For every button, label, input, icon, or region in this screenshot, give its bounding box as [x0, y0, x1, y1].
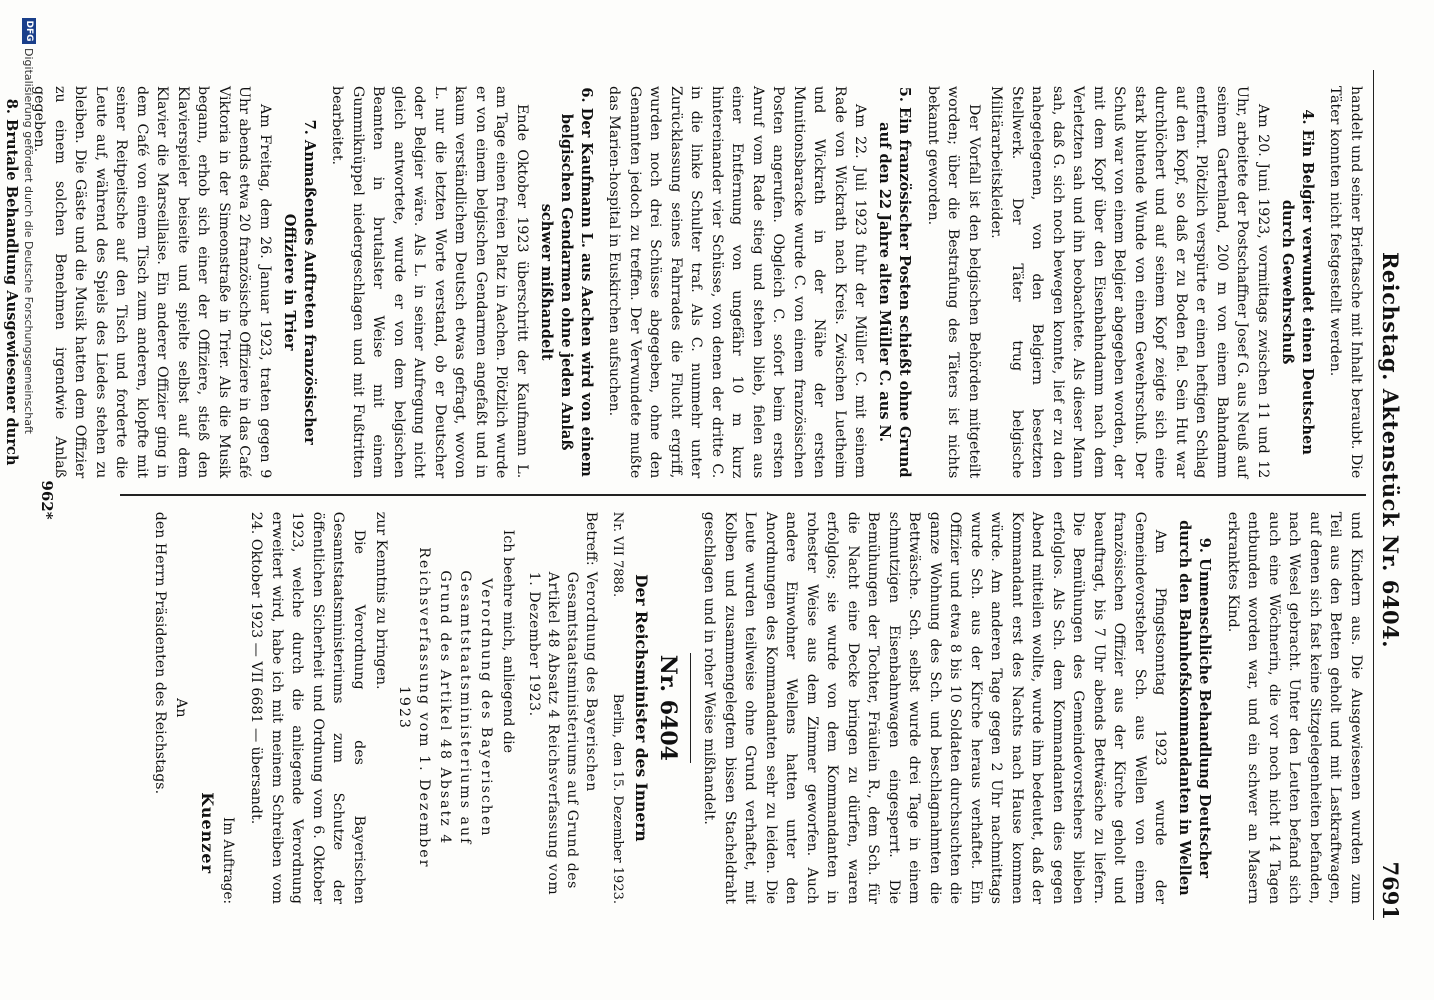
page-number: 7691: [1378, 861, 1403, 920]
enclosure-title: Verordnung des Bayerischen Gesamtstaatsministeriums auf Grund des Artikel 48 Absatz 4 Reichsverfassung vom 1. Dezember 1923: [395, 547, 494, 869]
paragraph: Ich beehre mich, anliegend die: [500, 529, 517, 754]
paragraph: Am 22. Juli 1923 fuhr der Müller C. mit seinem Rade von Wickrath nach Kreis. Zwischen Luetheim und Wickrath in der Nähe der ersten Munitionsbaracke wurde C. von einem französischen Posten angerufen. Obgleich C. sofort beim ersten Anruf vom Rade stieg und stehen blieb, fielen aus einer Entfernung von ungefähr 10 m kurz hintereinander vier Schüsse, von denen der dritte C. in die linke Schulter traf. Als C. nunmehr unter Zurücklassung seines Fahrrades die Flucht ergriff, wurden noch drei Schüsse abgegeben, ohne den Genannten jedoch zu treffen. Der Verwundete mußte das Marien-hospital in Euskirchen aufsuchen.: [606, 86, 869, 479]
separator-rule: [690, 653, 691, 763]
paragraph: Am 20. Juni 1923, vormittags zwischen 11 und 12 Uhr, arbeitete der Postschaffner Josef G. aus Neuß auf seinem Gartenland, 200 m von einem Bahndamm entfernt. Plötzlich verspürte er einen heftigen Schlag auf den Kopf, so daß er zu Boden fiel. Sein Hut war durchlöchert und auf seinem Kopf zeigte sich eine stark blutende Wunde von einem Gewehrschuß. Der Schuß war von einem Belgier abgegeben worden, der mit dem Kopf über den Eisenbahndamm nach dem Verletzten sah und ihn beobachtete. Als dieser Mann sah, daß G. sich noch bewegen konnte, lief er zu den nahegelegenen, von den Belgiern besetzten Stellwerk. Der Täter trug belgische Militärarbeitskleider.: [988, 86, 1271, 479]
digitization-note: [22, 18, 36, 434]
address-recipient: den Herrn Präsidenten des Reichstags.: [152, 511, 169, 795]
right-column: [120, 496, 1366, 920]
letter-date: Berlin, den 15. Dezember 1923.: [609, 693, 625, 904]
page-header: [1373, 70, 1412, 920]
section-heading: 5. Ein französischer Posten schießt ohne Grund auf den 22 Jahre alten Müller C. aus N.: [876, 86, 914, 478]
address-an: An: [172, 698, 189, 718]
dfg-logo-icon: DFG: [22, 18, 36, 44]
digitization-text: Digitalisierung gefördert durch die Deutsche Forschungsgemeinschaft: [22, 48, 36, 434]
paragraph: handelt und seiner Brieftasche mit Inhalt beraubt. Die Täter konnten nicht festgestellt werden.: [1327, 86, 1364, 479]
subject-text: Verordnung des Bayerischen Gesamtstaatsministeriums auf Grund des Artikel 48 Absatz 4 Reichsverfassung vom 1. Dezember 1923.: [526, 571, 600, 896]
header-title: Reichstag. Aktenstück Nr. 6404.: [1378, 251, 1403, 649]
paragraph: Am Freitag, dem 26. Januar 1923, traten gegen 9 Uhr abends etwa 20 französische Offiziere in das Café Viktoria in der Simeonstraße in Trier. Als die Musik begann, erhob sich einer der Offiziere, stieß den Klavierspieler beiseite und spielte selbst auf dem Klavier die Marseillaise. Ein anderer Offizier ging in dem Café von einem Tisch zum anderen, klopfte mit seiner Reitpeitsche auf den Tisch und forderte die Leute auf, während des Spiels des Liedes stehen zu bleiben. Die Gäste und die Musik hatten dem Offizier zu einem solchen Benehmen irgendwie Anlaß gegeben.: [31, 86, 273, 479]
paragraph: Der Vorfall ist den belgischen Behörden mitgeteilt worden; über die Bestrafung des Täters ist nichts bekannt geworden.: [925, 86, 982, 479]
subject-label: Betreff:: [583, 511, 600, 566]
paragraph: Ende Oktober 1923 überschritt der Kaufmann L. am Tage einen freien Platz in Aachen. Plötzlich wurde er von einem belgischen Gendarmen angefaßt und in kaum verständlichem Deutsch etwas gefragt, wovon L. nur die letzten Worte verstand, ob er Deutscher oder Belgier wäre. Als L. in seiner Aufregung nicht gleich antwortete, wurde er von dem belgischen Beamten in brutalster Weise mit einem Gummiknüppel niedergeschlagen und mit Fußtritten bearbeitet.: [329, 86, 530, 479]
section-heading: 7. Anmaßendes Auftreten französischer Offiziere in Trier: [281, 119, 318, 445]
subject-block: [524, 512, 600, 904]
section-heading: 9. Unmenschliche Behandlung Deutscher durch den Bahnhofskommandanten in Wellen: [1176, 520, 1214, 896]
paragraph: zur Kenntnis zu bringen.: [373, 511, 390, 690]
paragraph: Am Pfingstsonntag 1923 wurde der Gemeindevorsteher Sch. aus Wellen von einem französischen Offizier aus der Kirche geholt und beauftragt, bis 7 Uhr abends Bettwäsche zu liefern. Die Bemühungen des Gemeindevorstehers blieben erfolglos. Als Sch. dem Kommandanten dies gegen Abend mitteilen wollte, wurde ihm bedeutet, daß der Kommandant erst des Nachts nach Hause kommen würde. Am anderen Tage gegen 2 Uhr nachmittags wurde Sch. aus der Kirche heraus verhaftet. Ein Offizier und etwa 8 bis 10 Soldaten durchsuchten die ganze Wohnung des Sch. und beschlagnahmten die Bettwäsche. Sch. selbst wurde drei Tage in einem schmutzigen Eisenbahnwagen eingesperrt. Die Bemühungen der Tochter, Fräulein R., dem Sch. für die Nacht eine Decke bringen zu dürfen, waren erfolglos; sie wurde von dem Kommandanten in rohester Weise aus dem Zimmer geworfen. Auch andere Einwohner Wellens hatten unter den Anordnungen des Kommandanten sehr zu leiden. Die Leute wurden teilweise ohne Grund verhaftet, mit Kolben und zusammengelegtem bissen Stacheldraht geschlagen und in roher Weise mißhandelt.: [701, 511, 1169, 904]
signature-auftrag: Im Auftrage:: [219, 817, 236, 904]
paragraph: und Kindern aus. Die Ausgewiesenen wurden zum Teil aus den Betten geholt und mit Lastkraftwagen, auf denen sich fast keine Sitzgelegenheiten befanden, nach Wesel gebracht. Unter den Leuten befand sich auch eine Wöchnerin, die vor noch nicht 14 Tagen entbunden worden war, und ein schwer an Masern erkranktes Kind.: [1225, 511, 1364, 904]
paragraph: Die Verordnung des Bayerischen Gesamtstaatsministeriums zum Schutze der öffentlichen Sicherheit und Ordnung vom 6. Oktober 1923, welche durch die anliegende Verordnung erweitert wird, habe ich mit meinem Schreiben vom 24. Oktober 1923 — VII 6681 — übersandt.: [248, 511, 367, 904]
reference-number: Nr. VII 7888.: [609, 511, 625, 598]
signature-name: Kuenzer: [198, 792, 218, 874]
section-heading: 8. Brutale Behandlung Ausgewiesener durch: [3, 98, 20, 466]
page-code: 962*: [38, 480, 56, 520]
section-heading: 4. Ein Belgier verwundet einen Deutschen durch Gewehrschuß: [1279, 109, 1316, 455]
issuing-ministry: Der Reichsminister des Innern: [632, 574, 652, 842]
section-heading: 6. Der Kaufmann L. aus Aachen wird von einem belgischen Gendarmen ohne jeden Anlaß schwer mißhandelt: [538, 87, 595, 477]
document-number: Nr. 6404: [654, 654, 681, 761]
